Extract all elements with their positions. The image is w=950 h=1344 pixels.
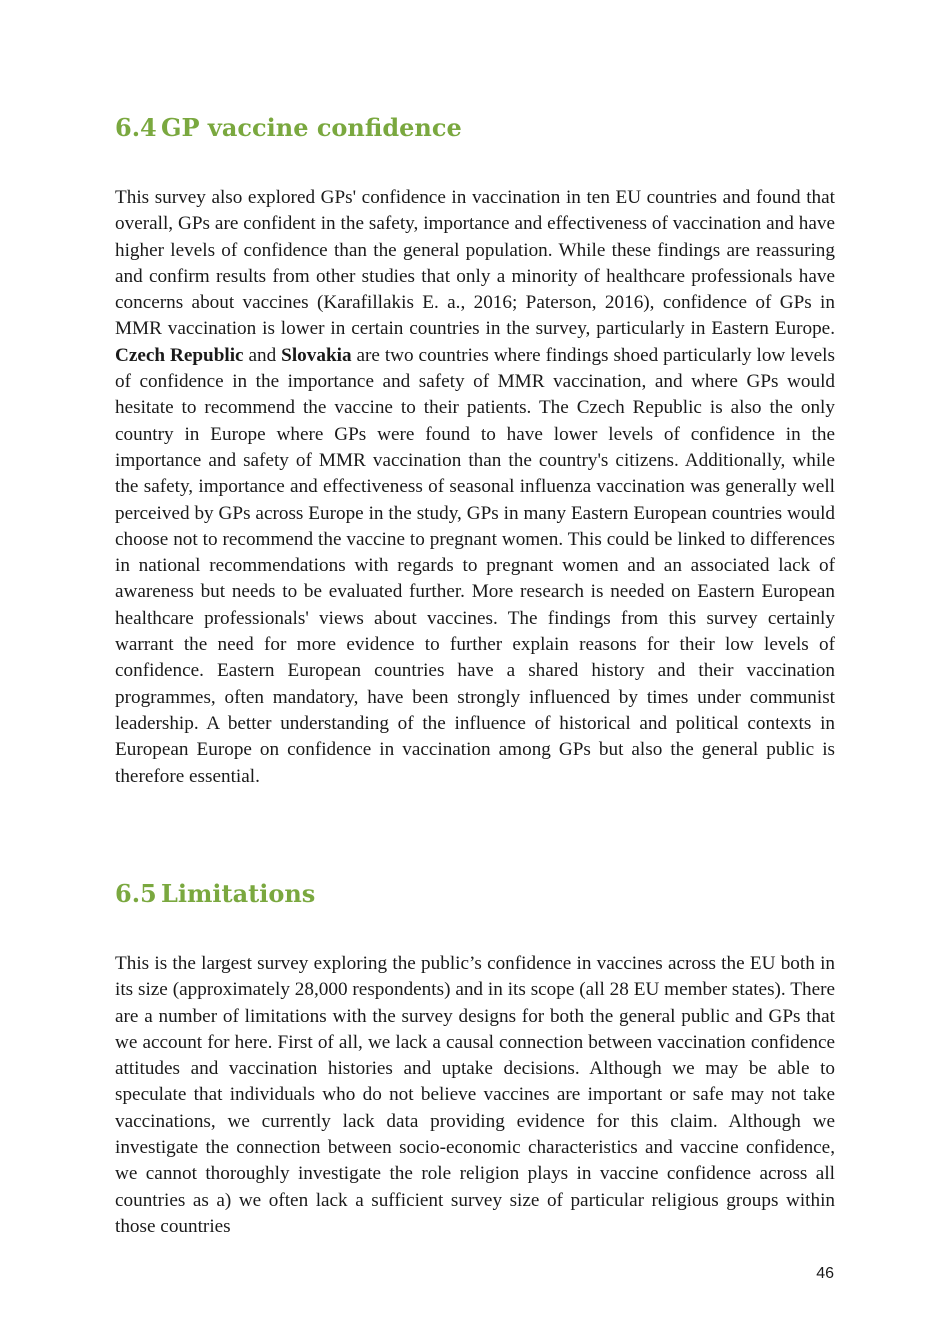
section-title: Limitations <box>161 879 316 908</box>
section-title: GP vaccine confidence <box>161 113 462 142</box>
section-heading <box>115 879 835 909</box>
page-number: 46 <box>816 1265 834 1282</box>
section-limitations <box>115 879 835 1240</box>
section-number: 6.4 <box>115 113 157 142</box>
section-gp-vaccine-confidence <box>115 113 835 790</box>
paragraph-text: This survey also explored GPs' confidence in vaccination in ten EU countries and found that overall, GPs are confident in the safety, importance and effectiveness of vaccination and have higher levels of confidence than the general population. While these findings are reassuring and confirm results from other studies that only a minority of healthcare professionals have concerns about vaccines (Karafillakis E. a., 2016; Paterson, 2016), confidence of GPs in MMR vaccination is lower in certain countries in the survey, particularly in Eastern Europe. <box>115 187 835 340</box>
section-heading <box>115 113 835 143</box>
paragraph-text: are two countries where findings shoed particularly low levels of confidence in the importance and safety of MMR vaccination, and where GPs would hesitate to recommend the vaccine to their patients. The Czech Republic is also the only country in Europe where GPs were found to have lower levels of confidence in the importance and safety of MMR vaccination than the country's citizens. Additionally, while the safety, importance and effectiveness of seasonal influenza vaccination was generally well perceived by GPs across Europe in the study, GPs in many Eastern European countries would choose not to recommend the vaccine to pregnant women. This could be linked to differences in national recommendations with regards to pregnant women and an associated lack of awareness but needs to be evaluated further. More research is needed on Eastern European healthcare professionals' views about vaccines. The findings from this survey certainly warrant the need for more evidence to further explain reasons for their low levels of confidence. Eastern European countries have a shared history and their vaccination programmes, often mandatory, have been strongly influenced by times under communist leadership. A better understanding of the influence of historical and political contexts in European Europe on confidence in vaccination among GPs but also the general public is therefore essential. <box>115 344 835 787</box>
body-paragraph <box>115 185 835 790</box>
bold-term-czech-republic: Czech Republic <box>115 344 244 366</box>
section-number: 6.5 <box>115 879 157 908</box>
bold-term-slovakia: Slovakia <box>281 344 352 366</box>
paragraph-text: and <box>243 344 282 366</box>
body-paragraph: This is the largest survey exploring the public’s confidence in vaccines across the EU both in its size (approximately 28,000 respondents) and in its scope (all 28 EU member states). There are a number of limitations with the survey designs for both the general public and GPs that we account for here. First of all, we lack a causal connection between vaccination confidence attitudes and vaccination histories and uptake decisions. Although we may be able to speculate that individuals who do not believe vaccines are important or safe may not take vaccinations, we currently lack data providing evidence for this claim. Although we investigate the connection between socio-economic characteristics and vaccine confidence, we cannot thoroughly investigate the role religion plays in vaccine confidence across all countries as a) we often lack a sufficient survey size of particular religious groups within those countries <box>115 953 835 1237</box>
